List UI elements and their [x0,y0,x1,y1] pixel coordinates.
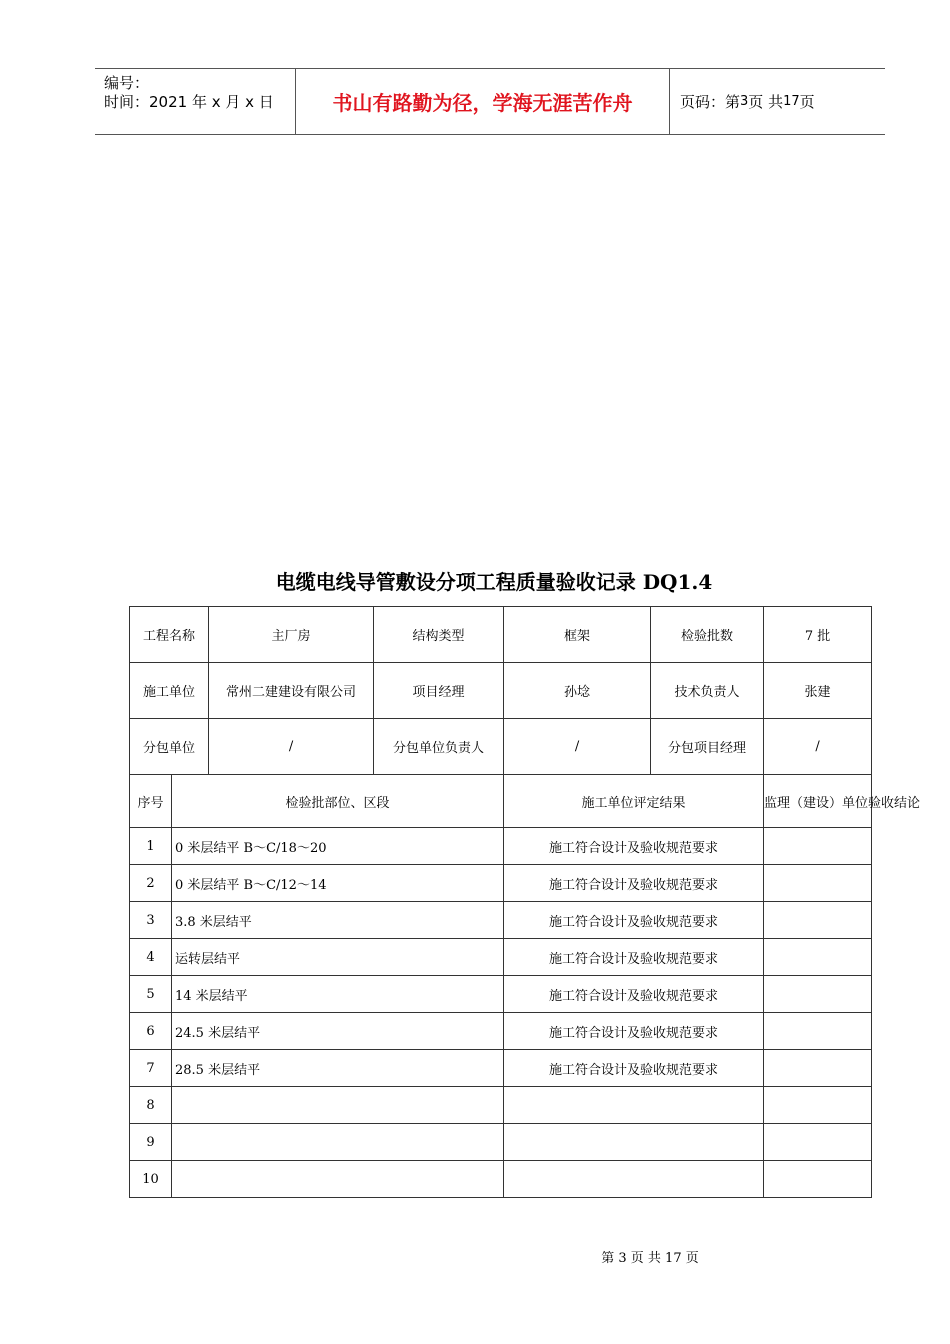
row-location: 3.8 米层结平 [172,902,504,939]
table-row [130,939,872,976]
column-header-supervisor-result: 监理（建设）单位验收结论 [764,775,872,828]
row-seq: 1 [130,828,172,865]
table-row [130,1124,872,1161]
row-seq: 10 [130,1161,172,1198]
structure-type-value: 框架 [504,607,651,663]
row-location [172,1161,504,1198]
table-row [130,1013,872,1050]
column-header-seq: 序号 [130,775,172,828]
table-row [130,976,872,1013]
page-current: 3 [740,94,749,109]
row-location: 14 米层结平 [172,976,504,1013]
row-seq: 9 [130,1124,172,1161]
table-row [130,828,872,865]
row-seq: 3 [130,902,172,939]
row-supervisor [764,939,872,976]
row-result [504,1124,764,1161]
column-header-contractor-result: 施工单位评定结果 [504,775,764,828]
sub-lead-label: 分包单位负责人 [374,719,504,775]
project-manager-value: 孙埝 [504,663,651,719]
page-header [95,68,885,135]
row-supervisor [764,1013,872,1050]
subcontractor-value: / [209,719,374,775]
row-supervisor [764,1050,872,1087]
row-supervisor [764,1161,872,1198]
row-supervisor [764,1124,872,1161]
table-row [130,1087,872,1124]
sub-lead-value: / [504,719,651,775]
project-name-value: 主厂房 [209,607,374,663]
table-row [130,1161,872,1198]
row-result: 施工符合设计及验收规范要求 [504,828,764,865]
row-location: 0 米层结平 B～C/18～20 [172,828,504,865]
header-motto: 书山有路勤为径，学海无涯苦作舟 [296,69,670,134]
sub-pm-label: 分包项目经理 [651,719,764,775]
row-supervisor [764,828,872,865]
contractor-value: 常州二建建设有限公司 [209,663,374,719]
project-manager-label: 项目经理 [374,663,504,719]
document-title: 电缆电线导管敷设分项工程质量验收记录 DQ1.4 [275,570,713,594]
page-footer: 第 3 页 共 17 页 [601,1251,699,1266]
row-result: 施工符合设计及验收规范要求 [504,1050,764,1087]
time-label: 时间：2021 年 x 月 x 日 [104,93,274,111]
row-supervisor [764,976,872,1013]
row-result: 施工符合设计及验收规范要求 [504,1013,764,1050]
row-result [504,1161,764,1198]
row-seq: 6 [130,1013,172,1050]
project-name-label: 工程名称 [130,607,209,663]
page-mid: 页 共 [748,93,784,111]
table-row [130,865,872,902]
tech-lead-value: 张建 [764,663,872,719]
row-seq: 7 [130,1050,172,1087]
record-rows [130,828,872,1198]
row-result: 施工符合设计及验收规范要求 [504,939,764,976]
header-page-indicator [670,69,885,134]
column-header-location: 检验批部位、区段 [172,775,504,828]
page-total: 17 [783,94,800,109]
column-header-row [130,775,872,828]
row-location: 运转层结平 [172,939,504,976]
row-seq: 2 [130,865,172,902]
row-supervisor [764,902,872,939]
row-seq: 8 [130,1087,172,1124]
page-prefix: 页码：第 [680,93,741,111]
row-seq: 5 [130,976,172,1013]
subcontractor-label: 分包单位 [130,719,209,775]
row-location [172,1087,504,1124]
row-location [172,1124,504,1161]
row-result: 施工符合设计及验收规范要求 [504,865,764,902]
row-result: 施工符合设计及验收规范要求 [504,902,764,939]
row-seq: 4 [130,939,172,976]
number-label: 编号： [104,74,150,92]
row-location: 0 米层结平 B～C/12～14 [172,865,504,902]
row-result: 施工符合设计及验收规范要求 [504,976,764,1013]
table-row [130,1050,872,1087]
row-location: 28.5 米层结平 [172,1050,504,1087]
tech-lead-label: 技术负责人 [651,663,764,719]
batch-count-value: 7 批 [764,607,872,663]
row-location: 24.5 米层结平 [172,1013,504,1050]
info-row-project [130,607,872,663]
row-supervisor [764,865,872,902]
page-suffix: 页 [799,93,815,111]
table-row [130,902,872,939]
header-meta [95,69,296,134]
batch-count-label: 检验批数 [651,607,764,663]
contractor-label: 施工单位 [130,663,209,719]
row-supervisor [764,1087,872,1124]
acceptance-record-table [129,606,921,1198]
structure-type-label: 结构类型 [374,607,504,663]
info-row-contractor [130,663,872,719]
row-result [504,1087,764,1124]
sub-pm-value: / [764,719,872,775]
info-row-subcontractor [130,719,872,775]
